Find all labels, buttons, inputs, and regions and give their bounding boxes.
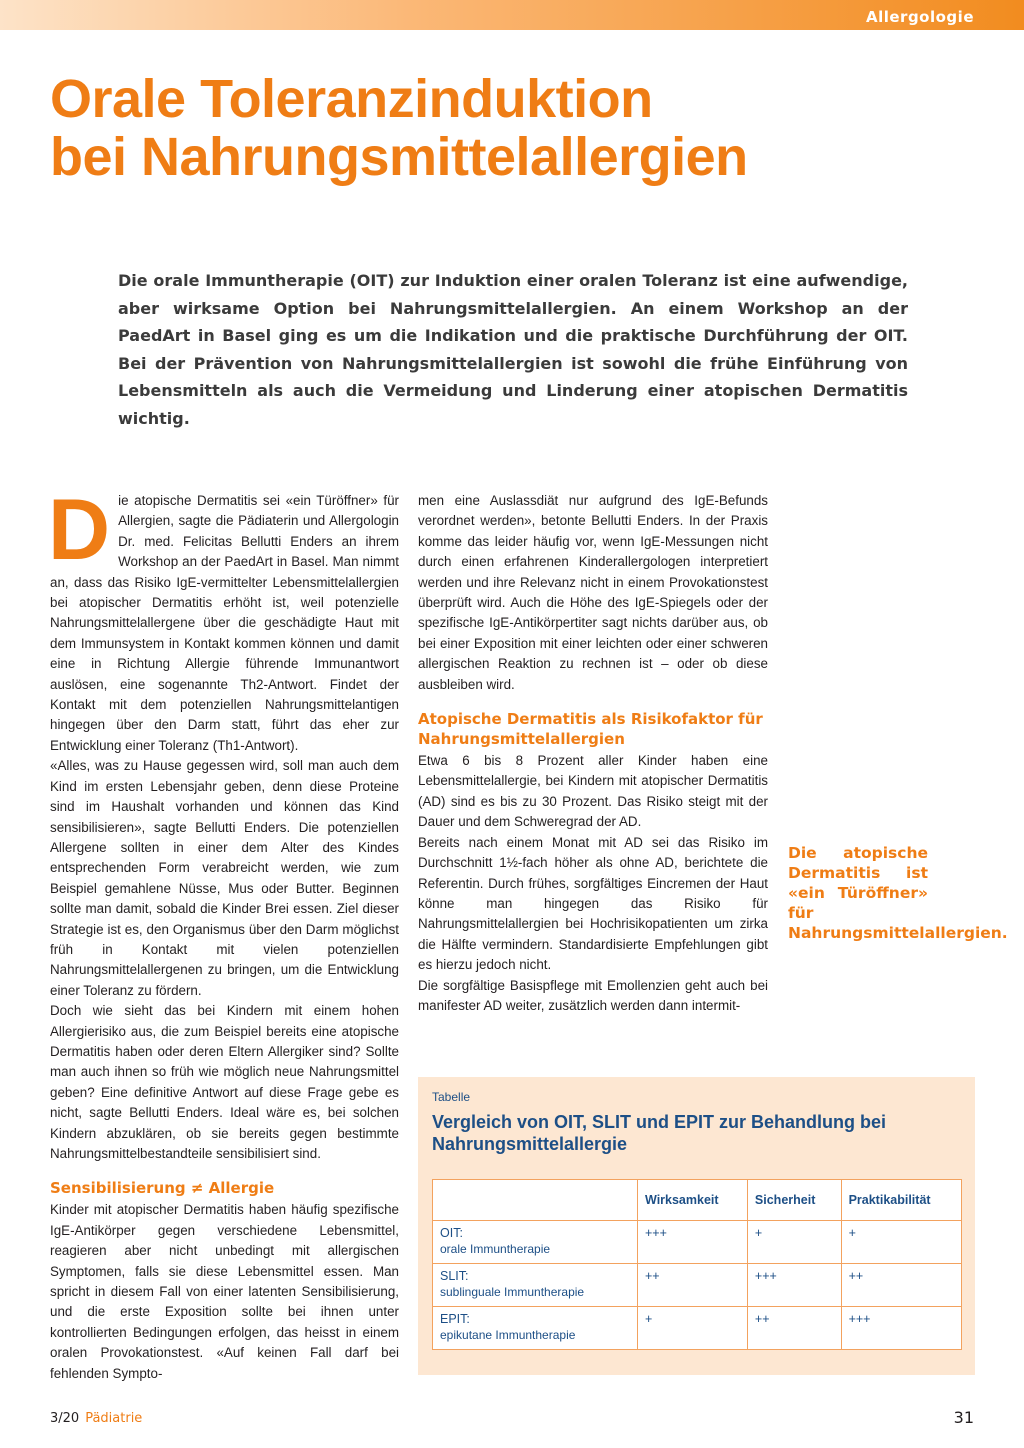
paragraph-text: ie atopische Dermatitis sei «ein Türöffner» für Allergien, sagte die Pädiaterin und Allergologin Dr. med. Felicitas Bellutti Enders an ihrem Workshop an der PaedArt in Basel. Man nimmt an, dass das Risiko IgE-vermittelter Lebensmittelallergien bei atopischer Dermatitis erhöht ist, weil potenzielle Nahrungsmittelallergene über die geschädigte Haut mit dem Immunsystem in Kontakt kommen können und damit eine in Richtung Allergie führende Immunantwort auslösen, eine sogenannte Th2-Antwort. Findet der Kontakt mit dem potenziellen Nahrungsmittelantigen hingegen über den Darm statt, führt das eher zur Entwicklung einer Toleranz (Th1-Antwort).	[50, 493, 399, 753]
lead-paragraph: Die orale Immuntherapie (OIT) zur Induktion einer oralen Toleranz ist eine aufwendige, aber wirksame Option bei Nahrungsmittelallergien. An einem Workshop an der PaedArt in Basel ging es um die Indikation und die praktische Durchführung der OIT. Bei der Prävention von Nahrungsmittelallergien ist sowohl die frühe Einführung von Lebensmitteln als auch die Vermeidung und Linderung einer atopischen Dermatitis wichtig.	[118, 271, 908, 428]
issue-number: 3/20	[50, 1411, 80, 1426]
cell-sicherheit: +	[747, 1221, 841, 1264]
paragraph: Etwa 6 bis 8 Prozent aller Kinder haben eine Lebensmittelallergie, bei Kindern mit atopischer Dermatitis (AD) sind es bis zu 30 Prozent. Das Risiko steigt mit der Dauer und dem Schweregrad der AD.	[418, 753, 768, 830]
paragraph: men eine Auslassdiät nur aufgrund des IgE-Befunds verordnet werden», betonte Bellutti Enders. In der Praxis komme das leider häufig vor, wenn IgE-Messungen nicht durch einen erfahrenen Kinderallergologen interpretiert werden und ihre Relevanz nicht in einem Provokationstest überprüft wird. Auch die Höhe des IgE-Spiegels oder der spezifische IgE-Antikörpertiter sagt nichts darüber aus, ob bei einer Exposition mit einer leichten oder einer schweren allergischen Reaktion zu rechnen ist – oder ob diese ausbleiben wird.	[418, 493, 768, 692]
column-header-praktikabilitaet: Praktikabilität	[841, 1180, 961, 1221]
cell-praktikabilitaet: +++	[841, 1307, 961, 1350]
magazine-name: Pädiatrie	[85, 1411, 143, 1426]
row-abbreviation: SLIT:	[440, 1269, 469, 1283]
cell-wirksamkeit: ++	[638, 1264, 748, 1307]
section-header-bar	[0, 0, 1024, 30]
row-label	[433, 1221, 638, 1264]
comparison-table	[432, 1179, 962, 1350]
column-header-sicherheit: Sicherheit	[747, 1180, 841, 1221]
cell-wirksamkeit: +++	[638, 1221, 748, 1264]
cell-sicherheit: +++	[747, 1264, 841, 1307]
cell-praktikabilitaet: ++	[841, 1264, 961, 1307]
table-row	[433, 1307, 962, 1350]
pull-quote: Die atopische Dermatitis ist «ein Türöffner» für Nahrungsmittelallergien.	[788, 843, 1008, 942]
paragraph: «Alles, was zu Hause gegessen wird, soll man auch dem Kind im ersten Lebensjahr geben, denn diese Proteine sind im Haushalt vorhanden und können das Kind sensibilisieren», sagte Bellutti Enders. Die potenziellen Allergene sollten in einer dem Alter des Kindes entsprechenden Form verabreicht werden, wie zum Beispiel gemahlene Nüsse, Mus oder Butter. Beginnen sollte man damit, sobald die Kinder Brei essen. Ziel dieser Strategie ist es, den Organismus über den Darm möglichst früh in Kontakt mit vielen potenziellen Nahrungsmittelallergenen zu bringen, um die Entwicklung einer Toleranz zu fördern.	[50, 758, 399, 998]
row-description: epikutane Immuntherapie	[440, 1328, 576, 1342]
article-title	[50, 70, 990, 186]
subheading: Sensibilisierung ≠ Allergie	[50, 1179, 275, 1198]
drop-cap: D	[48, 482, 111, 578]
column-header-wirksamkeit: Wirksamkeit	[638, 1180, 748, 1221]
article-title-line-2: bei Nahrungsmittelallergien	[50, 127, 748, 187]
table-title: Vergleich von OIT, SLIT und EPIT zur Behandlung bei Nahrungsmittelallergie	[432, 1112, 887, 1154]
cell-praktikabilitaet: +	[841, 1221, 961, 1264]
paragraph	[418, 833, 1008, 976]
cell-wirksamkeit: +	[638, 1307, 748, 1350]
paragraph: Die sorgfältige Basispflege mit Emollenzien geht auch bei manifester AD weiter, zusätzlich werden dann intermit-	[418, 977, 768, 1013]
paragraph-with-pullquote	[418, 833, 1008, 976]
table-box	[418, 1077, 975, 1375]
row-description: sublinguale Immuntherapie	[440, 1285, 585, 1299]
table-row	[433, 1221, 962, 1264]
row-description: orale Immuntherapie	[440, 1242, 551, 1256]
table-header-row	[433, 1180, 962, 1221]
subheading: Atopische Dermatitis als Risikofaktor für Nahrungsmittelallergien	[418, 710, 763, 749]
article-title-line-1: Orale Toleranzinduktion	[50, 69, 653, 129]
footer-issue	[50, 1411, 142, 1426]
paragraph: Doch wie sieht das bei Kindern mit einem hohen Allergierisiko aus, die zum Beispiel bereits eine atopische Dermatitis haben oder deren Eltern Allergiker sind? Sollte man auch ihnen so früh wie möglich neue Nahrungsmittel geben? Eine definitive Antwort auf diese Frage gebe es nicht, sagte Bellutti Enders. Ideal wäre es, bei solchen Kindern abzuklären, ob sie bereits gegen bestimmte Nahrungsmittelbestandteile sensibilisiert sind.	[50, 1003, 399, 1161]
row-label	[433, 1307, 638, 1350]
article-column-2	[418, 491, 1008, 1016]
paragraph-text: Bereits nach einem Monat mit AD sei das Risiko im Durchschnitt 1½-fach höher als ohne AD, berichtete die Referentin. Durch frühes, sorgfältiges Eincremen der Haut könne man hingegen das Risiko für Nahrungsmittelallergien bei Hochrisikopatienten um zirka die Hälfte vermindern. Standardisierte Empfehlungen gibt es hierzu jedoch nicht.	[418, 834, 768, 973]
cell-sicherheit: ++	[747, 1307, 841, 1350]
article-column-1	[48, 482, 399, 1384]
page-number: 31	[953, 1408, 974, 1427]
paragraph: Kinder mit atopischer Dermatitis haben häufig spezifische IgE-Antikörper gegen verschiedene Lebensmittel, reagieren aber nicht unbedingt mit allergischen Symptomen, falls sie diese Lebensmittel essen. Man spricht in diesem Fall von einer latenten Sensibilisierung, und die erste Exposition sollte bei ihnen unter kontrollierten Bedingungen erfolgen, das heisst in einem oralen Provokationstest. «Auf keinen Fall darf bei fehlenden Sympto-	[50, 1202, 399, 1381]
row-abbreviation: EPIT:	[440, 1312, 470, 1326]
paragraph	[48, 482, 399, 756]
table-kicker: Tabelle	[432, 1090, 471, 1104]
table-row	[433, 1264, 962, 1307]
row-label	[433, 1264, 638, 1307]
column-header-empty	[433, 1180, 638, 1221]
row-abbreviation: OIT:	[440, 1226, 463, 1240]
section-label: Allergologie	[865, 8, 974, 26]
